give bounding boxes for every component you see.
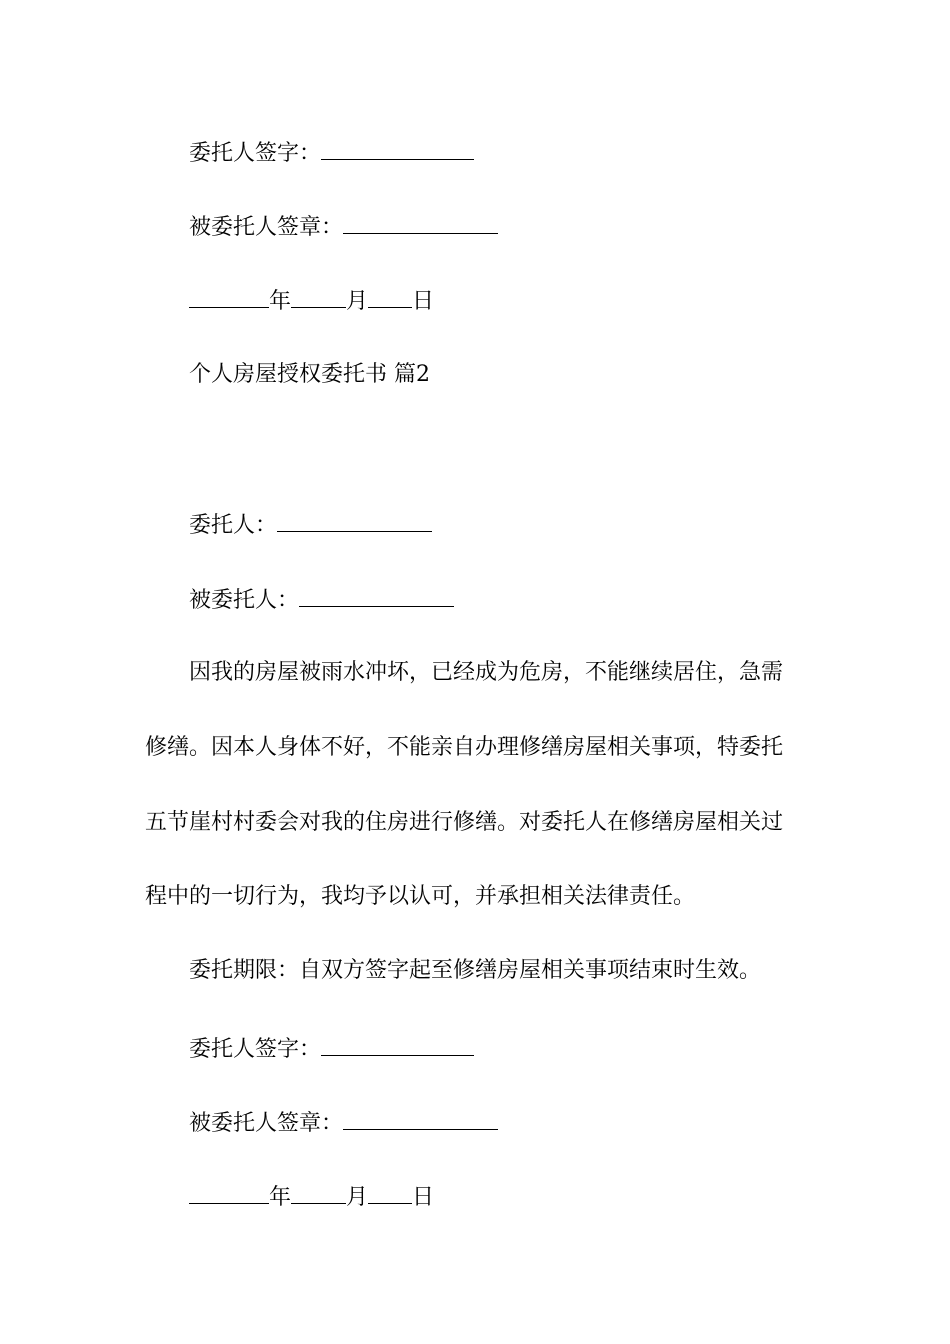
delegator-signature-label: 委托人签字： (189, 141, 322, 166)
day-blank (368, 285, 412, 308)
delegatee-seal-line (189, 211, 498, 243)
delegatee-blank (299, 584, 454, 607)
delegator-blank (277, 509, 432, 532)
delegator-line (189, 509, 432, 541)
delegator-signature-line (189, 1033, 474, 1065)
delegator-label: 委托人： (189, 513, 278, 538)
date-line (189, 1181, 434, 1213)
seal-blank (343, 211, 498, 234)
section-title: 个人房屋授权委托书 篇2 (189, 362, 430, 387)
delegatee-seal-label: 被委托人签章： (189, 1111, 344, 1136)
date-line (189, 285, 434, 317)
body-paragraph-line: 程中的一切行为，我均予以认可，并承担相关法律责任。 (145, 884, 696, 909)
seal-blank (343, 1107, 498, 1130)
month-label: 月 (346, 1185, 369, 1210)
signature-blank (321, 137, 474, 160)
day-blank (368, 1181, 412, 1204)
delegator-signature-line (189, 137, 474, 169)
month-blank (291, 285, 346, 308)
year-blank (189, 285, 269, 308)
day-label: 日 (412, 289, 435, 314)
body-paragraph-line: 五节崖村村委会对我的住房进行修缮。对委托人在修缮房屋相关过 (145, 810, 784, 835)
delegator-signature-label: 委托人签字： (189, 1037, 322, 1062)
month-blank (291, 1181, 346, 1204)
delegatee-seal-label: 被委托人签章： (189, 215, 344, 240)
body-paragraph-line: 修缮。因本人身体不好，不能亲自办理修缮房屋相关事项，特委托 (145, 735, 784, 760)
signature-blank (321, 1033, 474, 1056)
month-label: 月 (346, 289, 369, 314)
day-label: 日 (412, 1185, 435, 1210)
body-paragraph-line: 因我的房屋被雨水冲坏，已经成为危房，不能继续居住，急需 (189, 660, 784, 685)
delegatee-seal-line (189, 1107, 498, 1139)
delegation-period: 委托期限：自双方签字起至修缮房屋相关事项结束时生效。 (189, 958, 762, 983)
year-label: 年 (269, 1185, 292, 1210)
delegatee-line (189, 584, 454, 616)
year-label: 年 (269, 289, 292, 314)
delegatee-label: 被委托人： (189, 588, 300, 613)
year-blank (189, 1181, 269, 1204)
